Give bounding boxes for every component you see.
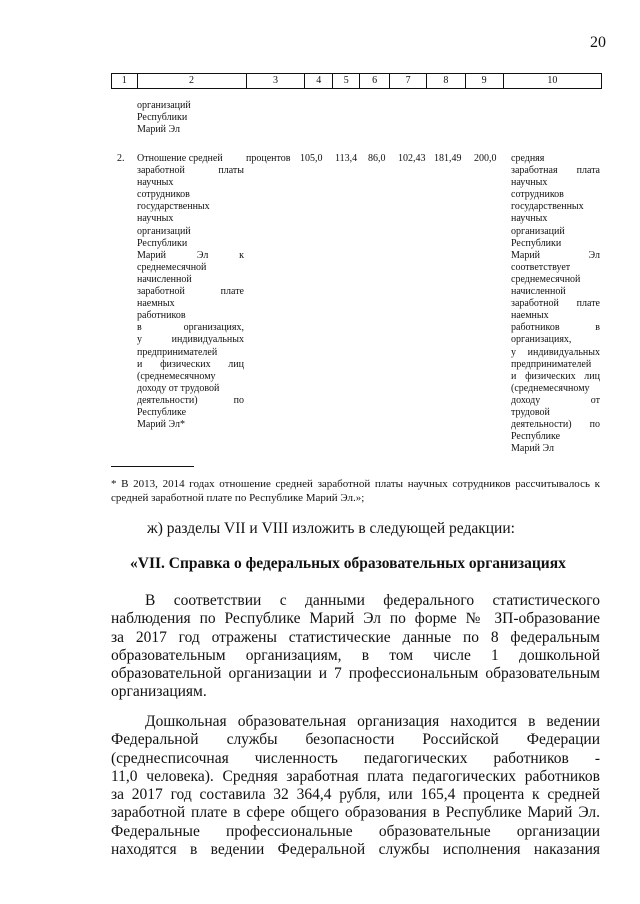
text-line: предпринимателей	[137, 346, 218, 358]
text-line: начисленной	[511, 286, 566, 298]
text-line: работников	[137, 310, 186, 322]
value-cell: 181,49	[434, 153, 462, 164]
table-header-row	[111, 73, 602, 89]
text-line: (среднесписочная численность педагогических работников -	[111, 749, 600, 767]
value-cell: 113,4	[335, 153, 358, 164]
text-line: научных	[511, 213, 548, 225]
text-line: (среднемесячному	[511, 382, 590, 394]
header-col-3: 3	[247, 74, 306, 88]
text-line: и физических лиц	[137, 358, 244, 370]
header-col-5: 5	[333, 74, 361, 88]
text-line: образовательной организации и 7 профессиональным образовательным	[111, 665, 600, 683]
text-line: В соответствии с данными федерального статистического	[145, 592, 600, 609]
value-cell: 105,0	[300, 153, 323, 164]
text-line: доходу от	[511, 394, 600, 406]
text-line: деятельности) по	[511, 419, 600, 431]
paragraph-1	[111, 592, 600, 702]
text-line: государственных	[511, 201, 584, 213]
text-line: у индивидуальных	[137, 334, 244, 346]
text-line: сотрудников	[137, 189, 190, 201]
text-line: заработная платa	[511, 165, 600, 177]
text-line: научных	[137, 213, 174, 225]
text-line: Федеральной службы безопасности Российской Федерации	[111, 731, 600, 749]
note-cell	[511, 153, 600, 455]
text-line: доходу от трудовой	[137, 382, 220, 394]
text-line: средняя	[511, 153, 545, 164]
text-line: государственных	[137, 201, 210, 213]
text-line: Республики	[511, 237, 562, 249]
text-line: Республике	[511, 431, 561, 443]
text-line: заработной плате	[511, 298, 600, 310]
text-line: Республики	[137, 237, 188, 249]
text-line: (среднемесячному	[137, 370, 216, 382]
paragraph-2	[111, 713, 600, 859]
text-line: и физических лиц	[511, 370, 600, 382]
row-number: 2.	[117, 153, 125, 164]
text-line: организациях,	[511, 334, 572, 346]
footnote-rule	[111, 466, 194, 467]
text-line: в организациях,	[137, 322, 244, 334]
text-line: наблюдения по Республике Марий Эл по форме № ЗП-образование	[111, 610, 600, 628]
text-line: работников в	[511, 322, 600, 334]
footnote: * В 2013, 2014 годах отношение средней заработной платы научных сотрудников рассчитывалось к средней заработной плате по Республике Марий Эл.»;	[111, 478, 600, 504]
text-line: начисленной	[137, 273, 192, 285]
text-line: у индивидуальных	[511, 346, 600, 358]
text-line: за 2017 год составила 32 364,4 рубля, или 165,4 процента к средней	[111, 786, 600, 804]
text-line: Дошкольная образовательная организация находится в ведении	[145, 713, 600, 730]
text-line: организаций	[511, 225, 565, 237]
header-col-2: 2	[138, 74, 247, 88]
text-line: деятельности) по	[137, 394, 244, 406]
text-line: находятся в ведении Федеральной службы исполнения наказания	[111, 841, 600, 859]
value-cell: 102,43	[398, 153, 426, 164]
text-line: Марий Эл	[511, 443, 554, 455]
text-line: научных	[137, 177, 174, 189]
text-line: среднемесячной	[511, 273, 581, 285]
header-col-10: 10	[547, 75, 558, 86]
text-line: заработной плате	[137, 286, 244, 298]
text-line: Марий Эл	[511, 249, 600, 261]
text-line: Федеральные профессиональные образовательные организации	[111, 822, 600, 840]
value-cell: 86,0	[368, 153, 386, 164]
text-line: 11,0 человека). Средняя заработная плата педагогических работников	[111, 767, 600, 785]
text-line: Марий Эл*	[137, 419, 185, 431]
header-col-1: 1	[112, 74, 138, 88]
text-line: трудовой	[511, 406, 550, 418]
text-line: за 2017 год отражены статистические данные по 8 федеральным	[111, 628, 600, 646]
header-col-7: 7	[390, 74, 427, 88]
text-line: среднемесячной	[137, 261, 207, 273]
text-line: организациям.	[111, 683, 207, 701]
text-line: наемных	[137, 298, 175, 310]
amendment-line: ж) разделы VII и VIII изложить в следующей редакции:	[147, 520, 515, 537]
header-col-9: 9	[466, 74, 504, 88]
section-heading: «VII. Справка о федеральных образовательных организациях	[130, 555, 566, 572]
text-line: сотрудников	[511, 189, 564, 201]
continuation-cell	[137, 100, 244, 136]
continuation-line: Марий Эл	[137, 124, 180, 136]
text-line: научных	[511, 177, 548, 189]
header-col-4: 4	[305, 74, 333, 88]
page-number: 20	[590, 34, 606, 51]
header-col-6: 6	[360, 74, 389, 88]
value-cell: 200,0	[474, 153, 497, 164]
text-line: наемных	[511, 310, 549, 322]
text-line: Марий Эл к	[137, 249, 244, 261]
text-line: заработной платы	[137, 165, 244, 177]
text-line: предпринимателей	[511, 358, 592, 370]
indicator-cell	[137, 153, 244, 431]
continuation-line: организаций	[137, 100, 191, 111]
text-line: образовательным организациям, в том числе 1 дошкольной	[111, 646, 600, 664]
text-line: организаций	[137, 225, 191, 237]
text-line: Отношение средней	[137, 153, 223, 164]
continuation-line: Республики	[137, 112, 188, 124]
text-line: заработной плате в сфере общего образования в Республике Марий Эл.	[111, 804, 600, 822]
unit-cell: процентов	[246, 153, 291, 164]
text-line: соответствует	[511, 261, 571, 273]
header-col-8: 8	[427, 74, 465, 88]
text-line: Республике	[137, 406, 187, 418]
